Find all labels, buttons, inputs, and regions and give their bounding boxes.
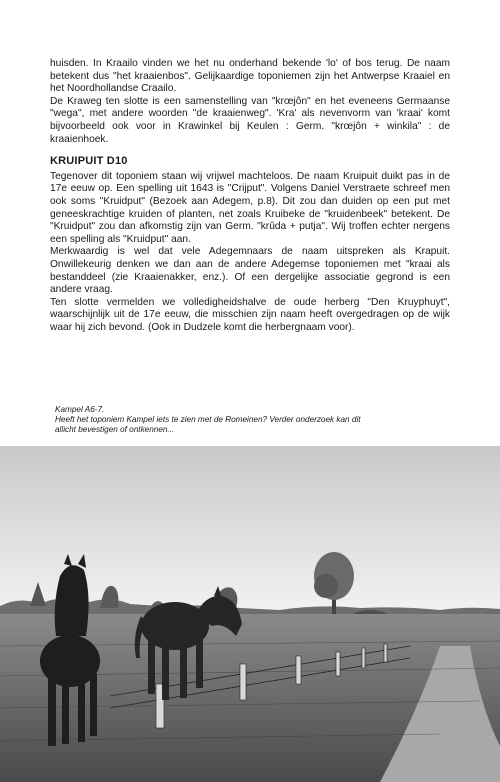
caption-text: Heeft het toponiem Kampel iets te zien met de Romeinen? Verder onderzoek kan dit allicht bevestigen of ontkennen... bbox=[55, 415, 361, 434]
section-heading: KRUIPUIT D10 bbox=[50, 155, 128, 168]
paragraph: Ten slotte vermelden we volledigheidshalve de oude herberg "Den Kruyphuyt", waarschijnlijk uit de 17e eeuw, die misschien zijn naam heeft overgedragen op de wijk waar hij zich bevond. (Ook in Dudzele komt die herbergnaam voor). bbox=[50, 296, 450, 333]
landscape-photo bbox=[0, 446, 500, 782]
paragraph: Tegenover dit toponiem staan wij vrijwel machteloos. De naam Kruipuit duikt pas in de 17e eeuw op. Een spelling uit 1643 is "Crijput". Volgens Daniel Verstraete schreef men ook soms "Kruidput" (Bezoek aan Adegem, p.8). Dit zou dan duiden op een put met geneeskrachtige kruiden of planten, net zoals Kruibeke de "kruidenbeek" betekent. De "Kruidput" zou dan afkomstig zijn van Germ. "krûda + putja". Wij troffen echter nergens een spelling als "Kruidput" aan. bbox=[50, 170, 450, 245]
paragraph: De Kraweg ten slotte is een samenstelling van "krœjôn" en het eveneens Germaanse "wega", met andere woorden "de kraaienweg". 'Kra' als nevenvorm van 'kraai' komt bijvoorbeeld ook voor in Krawinkel bij Keulen : Germ. "krœjôn + winkila" : de kraaienhoek. bbox=[50, 95, 450, 145]
caption-title: Kampel A6-7. bbox=[55, 405, 105, 414]
paragraph: huisden. In Kraailo vinden we het nu onderhand bekende 'lo' of bos terug. De naam betekent dus "het kraaienbos". Gelijkaardige toponiemen zijn het Antwerpse Kraaiel en het Noordhollandse Craailo. bbox=[50, 58, 450, 95]
paragraph: Merkwaardig is wel dat vele Adegemnaars de naam uitspreken als Krapuit. Onwillekeurig denken we dan aan de andere Adegemse toponiemen met "kraai als bestanddeel (zie Kraaienakker, enz.). Of een dergelijke associatie gegrond is een andere vraag. bbox=[50, 246, 450, 296]
photo-caption bbox=[55, 405, 375, 435]
article-text bbox=[50, 58, 450, 334]
horses-in-field-image bbox=[0, 446, 500, 782]
